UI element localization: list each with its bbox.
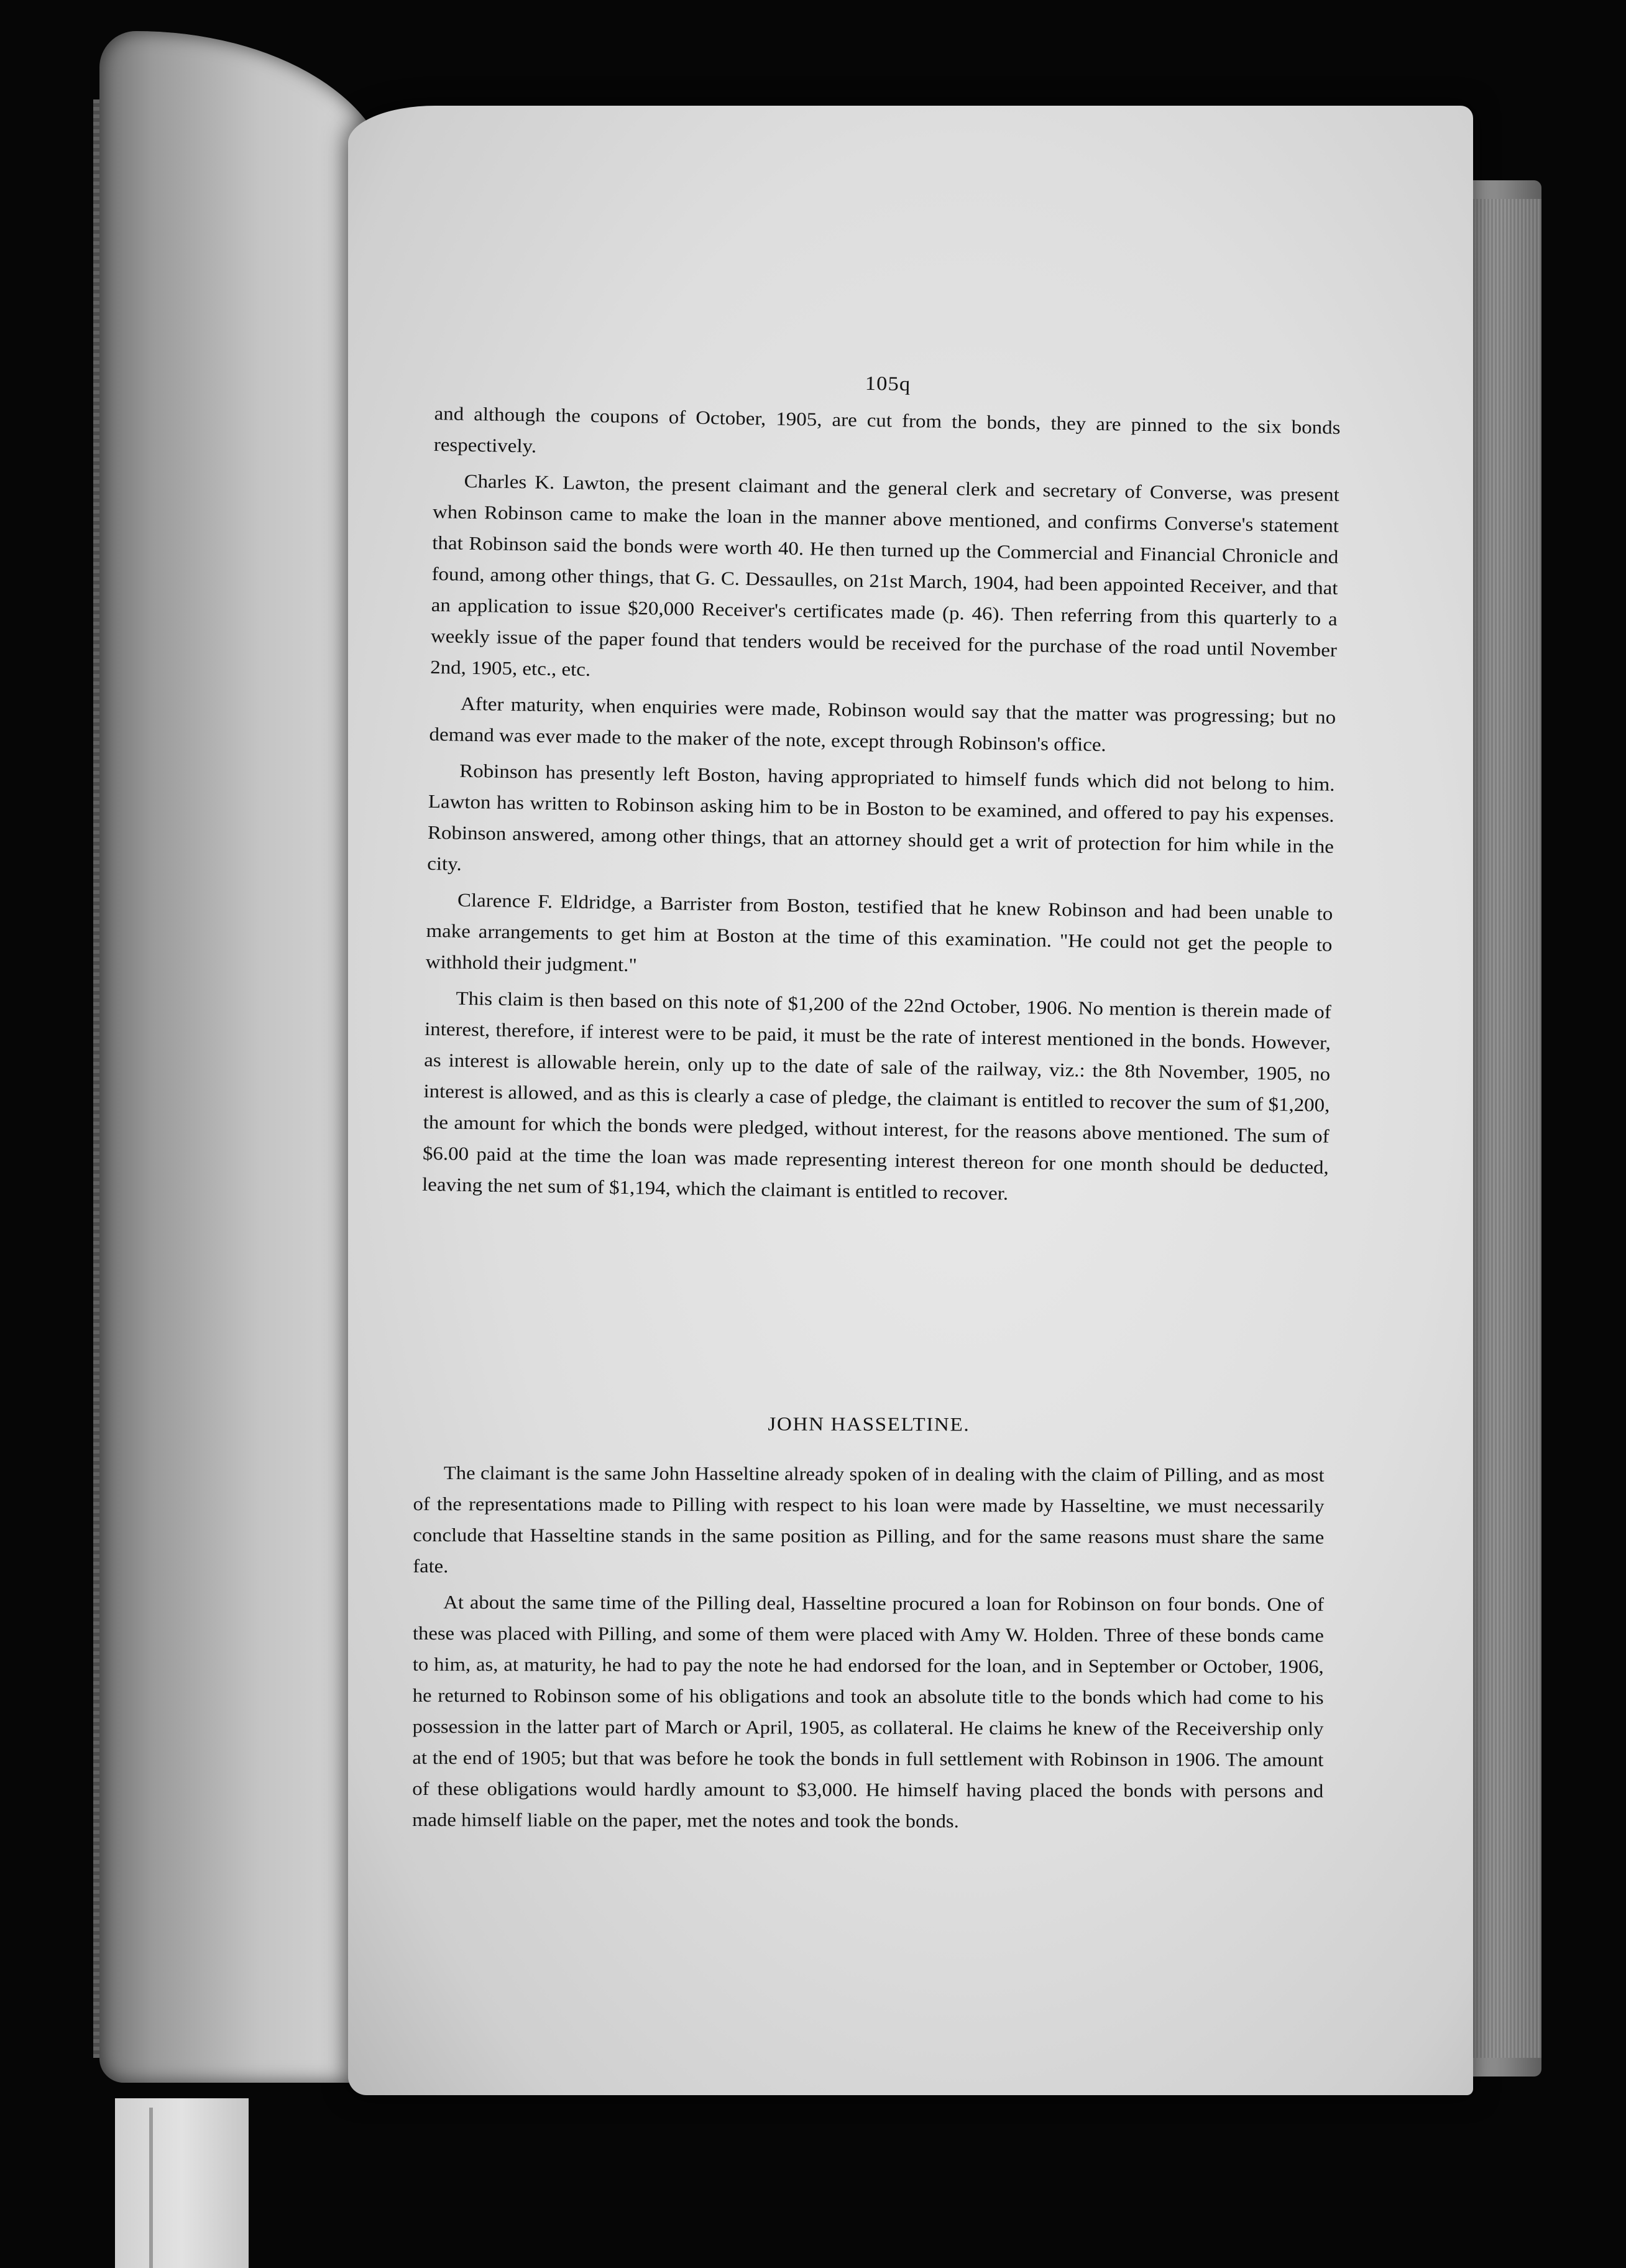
paragraph: Clarence F. Eldridge, a Barrister from Boston, testified that he knew Robinson and had been unable to make arrangements to get him at Boston at the time of this examination. "He could not get the people to withhold their judgment."	[425, 889, 1333, 976]
paragraph: Charles K. Lawton, the present claimant and the general clerk and secretary of Converse, was present when Robinson came to make the loan in the manner above mentioned, and confirms Converse's statement that Robinson said the bonds were worth 40. He then turned up the Commercial and Financial Chronicle and found, among other things, that G. C. Dessaulles, on 21st March, 1904, had been appointed Receiver, and that an application to issue $20,000 Receiver's certificates made (p. 46). Then referring from this quarterly to a weekly issue of the paper found that tenders would be received for the purchase of the road until November 2nd, 1905, etc., etc.	[429, 470, 1340, 680]
page-text-upper	[422, 361, 1341, 1219]
paragraph: At about the same time of the Pilling deal, Hasseltine procured a loan for Robinson on four bonds. One of these was placed with Pilling, and some of them were placed with Amy W. Holden. Three of these bonds came to him, as, at maturity, he had to pay the note he had endorsed for the loan, and in September or October, 1906, he returned to Robinson some of his obligations and took an absolute title to the bonds which had come to his possession in the latter part of March or April, 1905, as collateral. He claims he knew of the Receivership only at the end of 1905; but that was before he took the bonds in full settlement with Robinson in 1906. The amount of these obligations would hardly amount to $3,000. He himself having placed the bonds with persons and made himself liable on the paper, met the notes and took the bonds.	[412, 1592, 1325, 1832]
paragraph: The claimant is the same John Hasseltine already spoken of in dealing with the claim of Pilling, and as most of the representations made to Pilling with respect to his loan were made by Hasseltine, we must necessarily conclude that Hasseltine stands in the same position as Pilling, and for the same reasons must share the same fate.	[413, 1462, 1325, 1577]
section-heading: JOHN HASSELTINE.	[768, 1413, 970, 1436]
paragraph: This claim is then based on this note of $1,200 of the 22nd October, 1906. No mention is therein made of interest, therefore, if interest were to be paid, it must be the rate of interest mentioned in the bonds. However, as interest is allowable herein, only up to the date of sale of the railway, viz.: the 8th November, 1905, no interest is allowed, and as this is clearly a case of pledge, the claimant is entitled to recover the sum of $1,200, the amount for which the bonds were pledged, without interest, for the reasons above mentioned. The sum of $6.00 paid at the time the loan was made representing interest thereon for one month should be deducted, leaving the net sum of $1,194, which the claimant is entitled to recover.	[421, 987, 1331, 1204]
paragraph: Robinson has presently left Boston, having appropriated to himself funds which did not belong to him. Lawton has written to Robinson asking him to be in Boston to be examined, and offered to pay his expenses. Robinson answered, among other things, that an attorney should get a writ of protection for him while in the city.	[427, 760, 1335, 875]
paragraph: After maturity, when enquiries were made, Robinson would say that the matter was progressing; but no demand was ever made to the maker of the note, except through Robinson's office.	[429, 693, 1336, 756]
page-number: 105q	[865, 371, 911, 395]
scanner-slip	[115, 2098, 249, 2268]
paragraph: and although the coupons of October, 1905, are cut from the bonds, they are pinned to the six bonds respectively.	[433, 402, 1341, 457]
page-text-lower	[412, 1393, 1325, 1843]
scanner-slip-edge	[149, 2108, 153, 2268]
